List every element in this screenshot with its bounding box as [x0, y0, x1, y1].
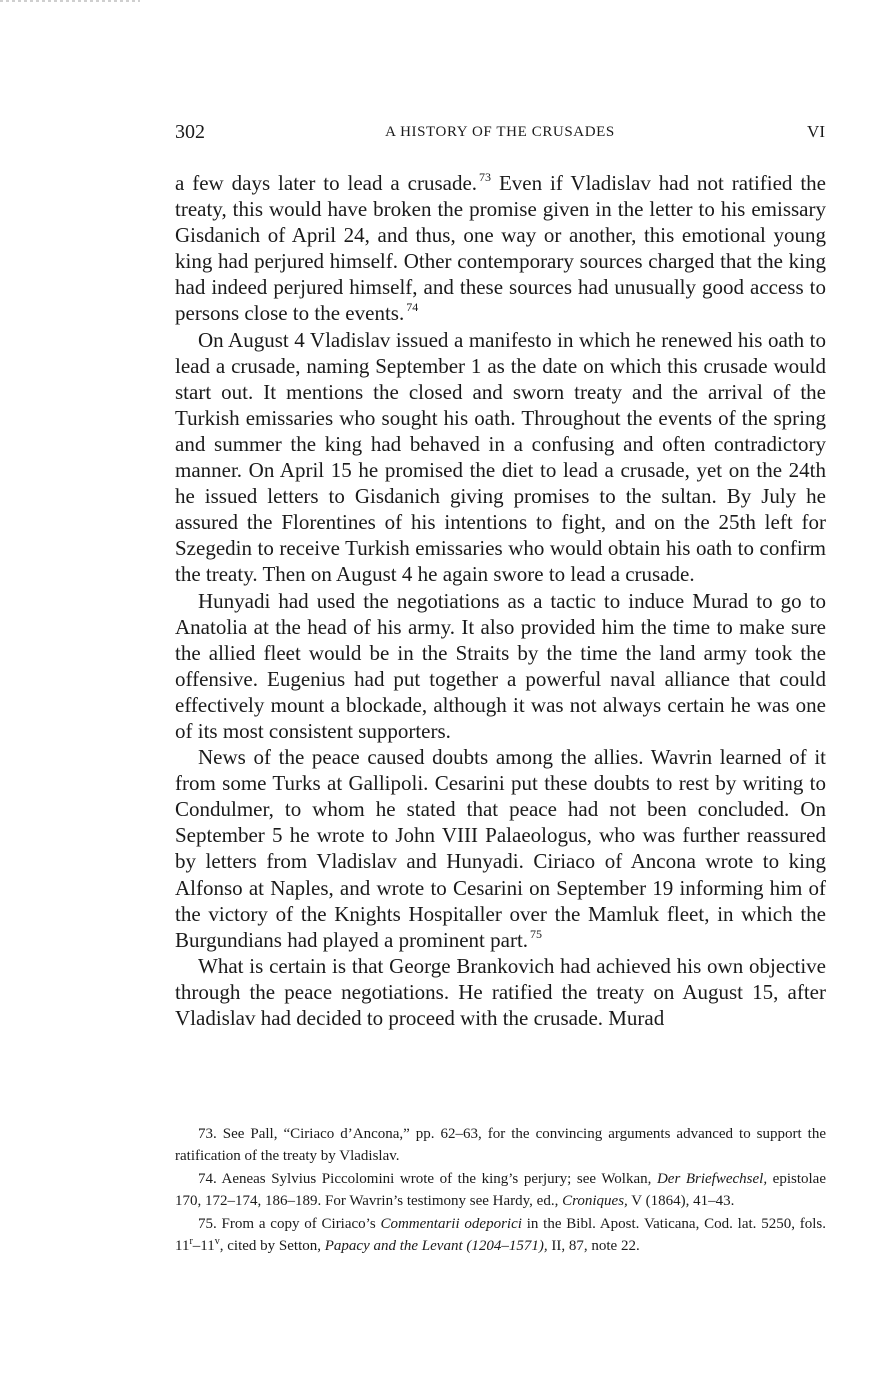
- footnote-ref-75: 75: [530, 926, 543, 941]
- footnote-ref-73: 73: [479, 170, 492, 184]
- main-text: [175, 170, 826, 1031]
- paragraph-1-text-a: a few days later to lead a crusade.: [175, 171, 478, 195]
- chapter-number: VI: [807, 122, 825, 141]
- footnote-75-text-d: , cited by Setton,: [219, 1237, 325, 1254]
- paragraph-4: [175, 744, 826, 953]
- footnote-75-text-c: –11: [192, 1237, 215, 1254]
- footnote-75-text-a: 75. From a copy of Ciriaco’s: [198, 1216, 381, 1232]
- page-number: 302: [175, 121, 205, 143]
- paragraph-5: What is certain is that George Brankovich had achieved his own objective through the peace negotiations. He ratified the treaty on August 15, after Vladislav had decided to proceed with the crusade. Murad: [175, 953, 826, 1030]
- footnote-73: 73. See Pall, “Ciriaco d’Ancona,” pp. 62–63, for the convincing arguments advanced to support the ratification of the treaty by Vladislav.: [175, 1126, 826, 1164]
- footnotes: [175, 1124, 826, 1259]
- running-head: [175, 121, 825, 147]
- footnote-74-text-c: V (1864), 41–43.: [627, 1192, 735, 1209]
- footnote-75-italic-title-2: Papacy and the Levant (1204–1571),: [324, 1237, 548, 1254]
- paragraph-1-text-b: Even if Vladislav had not ratified the treaty, this would have broken the promise given in the letter to his emissary Gisdanich of April 24, and thus, one way or another, this emotional young king had perjured himself. Other contemporary sources charged that the king had indeed perjured himself, and these sources had unusually good access to persons close to the events.: [175, 171, 826, 326]
- footnote-75-text-b: in the Bibl. Apost. Vaticana, Cod. lat. 5250, fols. 11: [175, 1216, 826, 1254]
- footnote-ref-74: 74: [406, 300, 419, 315]
- scan-edge-mark: [0, 0, 140, 2]
- footnote-74-text-a: 74. Aeneas Sylvius Piccolomini wrote of the king’s perjury; see Wolkan,: [198, 1171, 657, 1187]
- paragraph-2: On August 4 Vladislav issued a manifesto in which he renewed his oath to lead a crusade, naming September 1 as the date on which this crusade would start out. It mentions the closed and sworn treaty and the arrival of the Turkish emissaries who sought his oath. Throughout the events of the spring and summer the king had behaved in a confusing and often contradictory manner. On April 15 he promised the diet to lead a crusade, yet on the 24th he issued letters to Gisdanich giving promises to the sultan. By July he assured the Florentines of his intentions to fight, and on the 25th left for Szegedin to receive Turkish emissaries who would obtain his oath to confirm the treaty. Then on August 4 he again swore to lead a crusade.: [175, 327, 826, 587]
- footnote-75-verso-mark: v: [214, 1235, 220, 1247]
- paragraph-4-text: News of the peace caused doubts among the allies. Wavrin learned of it from some Turks at Gallipoli. Cesarini put these doubts to rest by writing to Condulmer, to whom he stated that peace had not been concluded. On September 5 he wrote to John VIII Palaeologus, who was further reassured by letters from Vladislav and Hunyadi. Ciriaco of Ancona wrote to king Alfonso at Naples, and wrote to Cesarini on September 19 informing him of the victory of the Knights Hospitaller over the Mamluk fleet, in which the Burgundians had played a prominent part.: [175, 745, 826, 952]
- footnote-75-italic-title-1: Commentarii odeporici: [380, 1216, 522, 1232]
- footnote-74: [175, 1169, 826, 1212]
- paragraph-3: Hunyadi had used the negotiations as a tactic to induce Murad to go to Anatolia at the head of his army. It also provided him the time to make sure the allied fleet would be in the Straits by the time the land army took the offensive. Eugenius had put together a powerful naval alliance that could effectively mount a blockade, although it was not always certain he was one of its most consistent supporters.: [175, 588, 826, 743]
- footnote-74-italic-title-2: Croniques,: [562, 1192, 628, 1209]
- paragraph-1: [175, 170, 826, 327]
- footnote-74-italic-title-1: Der Briefwechsel,: [656, 1171, 768, 1187]
- footnote-75-recto-mark: r: [189, 1235, 193, 1247]
- running-title: A HISTORY OF THE CRUSADES: [385, 124, 615, 140]
- footnote-75: [175, 1214, 826, 1257]
- footnote-75-text-e: II, 87, note 22.: [547, 1237, 640, 1254]
- footnote-74-text-b: epistolae 170, 172–174, 186–189. For Wavrin’s testimony see Hardy, ed.,: [175, 1171, 826, 1209]
